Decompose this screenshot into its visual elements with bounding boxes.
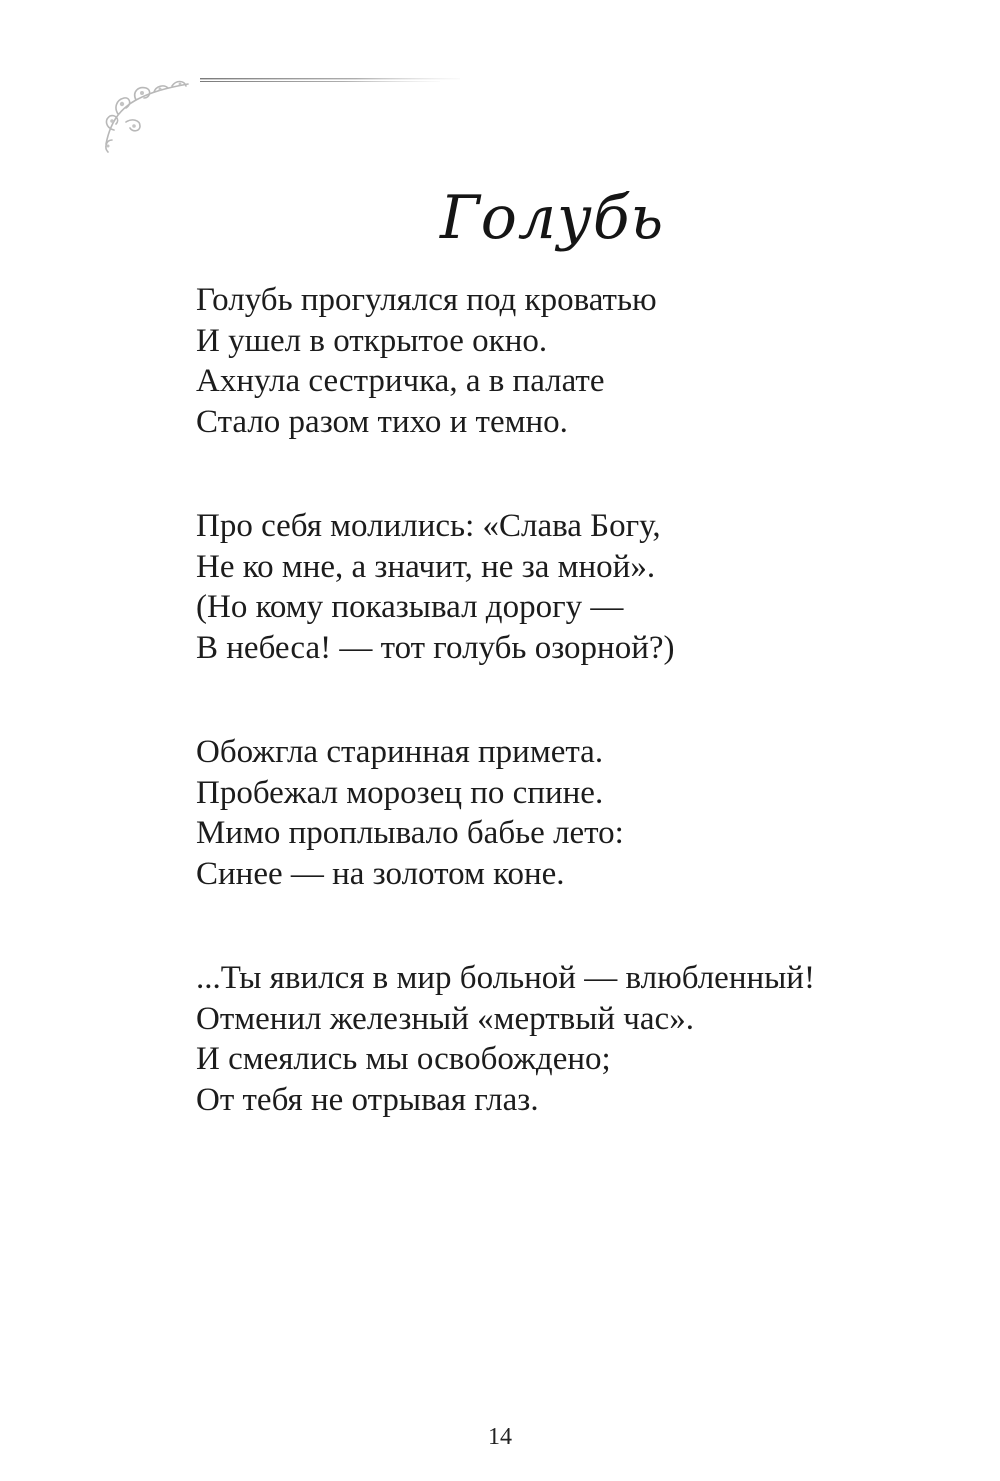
poem-line: Ахнула сестричка, а в палате — [196, 363, 605, 399]
poem-line: Пробежал морозец по спине. — [196, 774, 604, 811]
poem-line: Стало разом тихо и темно. — [196, 403, 568, 440]
poem-line: И смеялись мы освобождено; — [196, 1041, 611, 1077]
poem-line: Голубь прогулялся под кроватью — [196, 282, 657, 318]
poem-line: Обожгла старинная примета. — [196, 734, 604, 770]
poem-line: Синее — на золотом коне. — [196, 855, 565, 892]
page-number: 14 — [488, 1424, 512, 1450]
poem-line: Отменил железный «мертвый час». — [196, 1000, 694, 1037]
decorative-rule — [200, 76, 460, 86]
poem-body — [196, 280, 956, 1184]
poem-line: Не ко мне, а значит, не за мной». — [196, 548, 656, 585]
poem-line: ...Ты явился в мир больной — влюбленный! — [196, 960, 815, 996]
poem-line: (Но кому показывал дорогу — — [196, 589, 624, 625]
poem-line: Мимо проплывало бабье лето: — [196, 815, 624, 851]
stanza — [196, 280, 956, 442]
stanza — [196, 506, 956, 668]
poem-line: В небеса! — тот голубь озорной?) — [196, 629, 675, 666]
poem-line: И ушел в открытое окно. — [196, 322, 548, 359]
floral-corner-icon — [96, 74, 206, 164]
stanza — [196, 958, 956, 1120]
poem-line: От тебя не отрывая глаз. — [196, 1081, 539, 1118]
poem-title: Голубь — [440, 183, 665, 253]
poem-line: Про себя молились: «Слава Богу, — [196, 508, 661, 544]
stanza — [196, 732, 956, 894]
